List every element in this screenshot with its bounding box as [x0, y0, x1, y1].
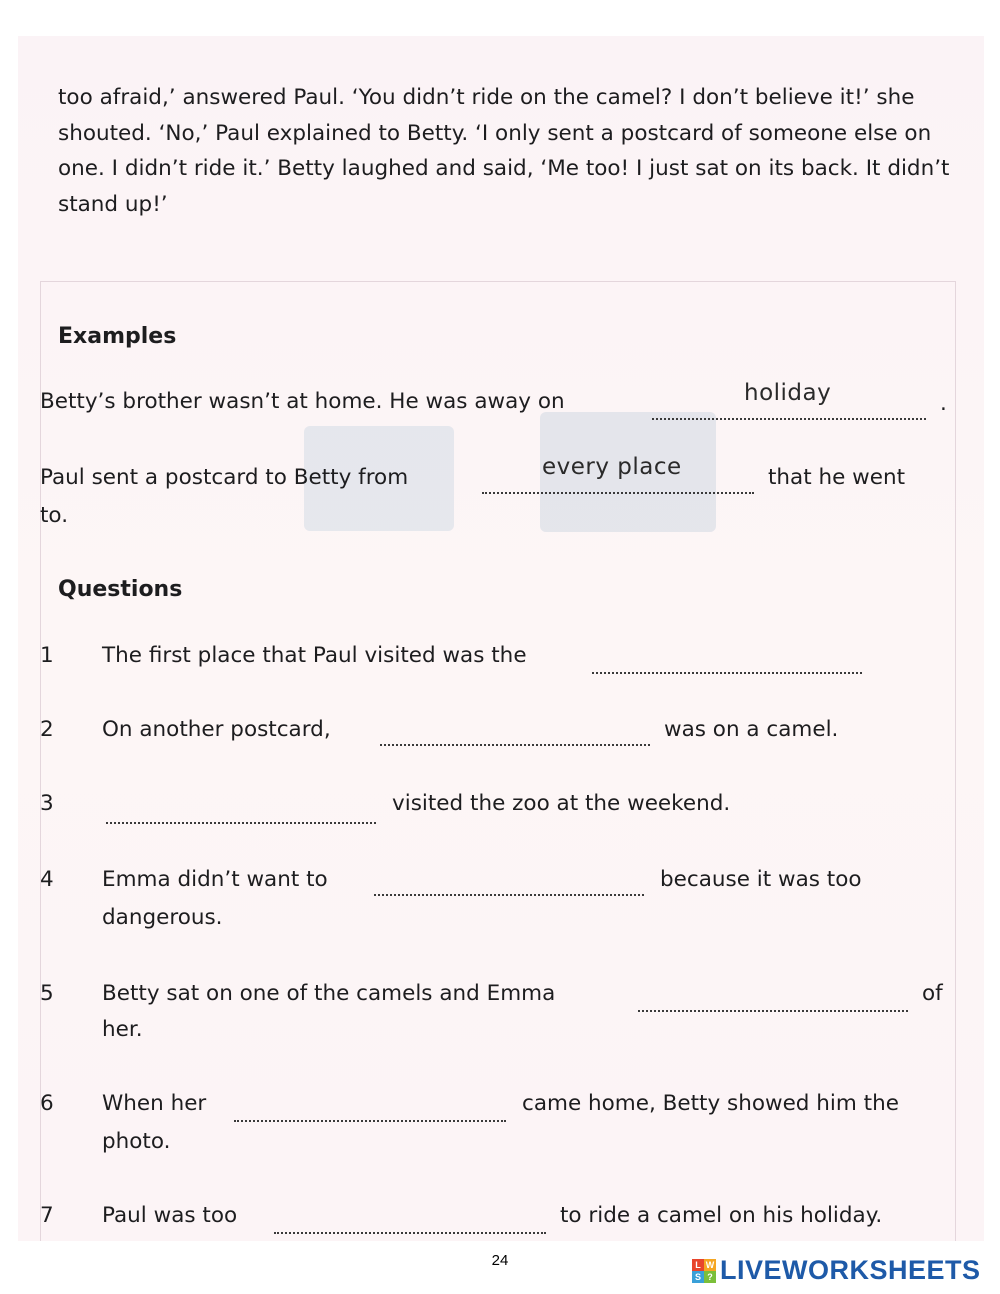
question-2-text: On another postcard, [102, 717, 331, 742]
question-3-blank[interactable] [106, 822, 376, 824]
question-1-text: The first place that Paul visited was the [102, 643, 527, 668]
question-number: 4 [40, 867, 54, 892]
question-4-text: Emma didn’t want to [102, 867, 328, 892]
question-number: 1 [40, 643, 54, 668]
question-7-blank[interactable] [274, 1232, 546, 1234]
example-1-text: Betty’s brother wasn’t at home. He was away on [40, 389, 565, 414]
question-5-after: of [922, 981, 943, 1006]
question-1-blank[interactable] [592, 672, 862, 674]
question-5-wrap: her. [102, 1017, 143, 1042]
question-6-wrap: photo. [102, 1129, 171, 1154]
question-4-wrap: dangerous. [102, 905, 223, 930]
example-2-blank [482, 492, 754, 494]
question-number: 3 [40, 791, 54, 816]
example-2-text: Paul sent a postcard to Betty from [40, 465, 409, 490]
example-2-answer: every place [542, 454, 682, 480]
question-number: 5 [40, 981, 54, 1006]
question-number: 6 [40, 1091, 54, 1116]
intro-paragraph: too afraid,’ answered Paul. ‘You didn’t ride on the camel? I don’t believe it!’ she shouted. ‘No,’ Paul explained to Betty. ‘I only sent a postcard of someone else on one. I didn’t ride it.’ Betty laughed and said, ‘Me too! I just sat on its back. It didn’t stand up!’ [58, 85, 950, 217]
worksheet-page [18, 36, 984, 1241]
example-2-wrap: to. [40, 503, 69, 528]
questions-heading: Questions [58, 577, 183, 602]
question-7-after: to ride a camel on his holiday. [560, 1203, 883, 1228]
example-2-after: that he went [768, 465, 906, 490]
question-2-blank[interactable] [380, 744, 650, 746]
liveworksheets-logo [692, 1255, 981, 1286]
page-number: 24 [491, 1252, 509, 1269]
question-7-text: Paul was too [102, 1203, 238, 1228]
question-4-blank[interactable] [374, 894, 644, 896]
question-5-blank[interactable] [638, 1010, 908, 1012]
examples-heading: Examples [58, 324, 177, 349]
question-6-after: came home, Betty showed him the [522, 1091, 899, 1116]
question-4-after: because it was too [660, 867, 862, 892]
question-number: 2 [40, 717, 54, 742]
example-1-answer: holiday [744, 380, 832, 406]
liveworksheets-icon: L W S ? [692, 1259, 716, 1283]
question-6-text: When her [102, 1091, 207, 1116]
example-1-blank [652, 418, 926, 420]
question-6-blank[interactable] [234, 1120, 506, 1122]
question-2-after: was on a camel. [664, 717, 839, 742]
example-1-end: . [940, 391, 947, 416]
question-number: 7 [40, 1203, 54, 1228]
liveworksheets-wordmark: LIVEWORKSHEETS [720, 1255, 981, 1285]
question-5-text: Betty sat on one of the camels and Emma [102, 981, 556, 1006]
question-3-after: visited the zoo at the weekend. [392, 791, 731, 816]
